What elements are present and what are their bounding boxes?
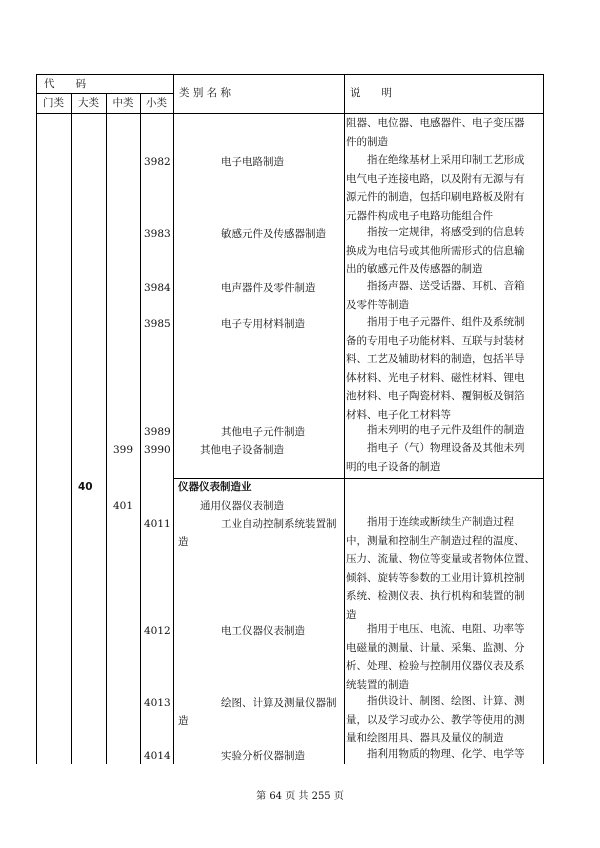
header-col-zhong: 中类 (112, 97, 134, 109)
desc-line: 指按一定规律，将感受到的信息转 (346, 226, 525, 238)
col-divider-zhong-xiao (140, 93, 141, 764)
header-col-men: 门类 (43, 97, 64, 109)
desc-3982 (346, 151, 544, 225)
code-3982: 3982 (144, 156, 171, 168)
desc-3989 (346, 421, 544, 440)
desc-line: 指用于电压、电流、电阻、功率等 (346, 623, 525, 635)
code-4014: 4014 (144, 750, 171, 762)
header-col-da: 大类 (78, 97, 99, 109)
name-4013-cont: 造 (178, 715, 189, 727)
code-4012: 4012 (144, 625, 171, 637)
code-40: 40 (78, 481, 93, 493)
desc-line: 析、处理、检验与控制用仪器仪表及系 (346, 660, 525, 673)
desc-4014 (346, 745, 544, 764)
header-sub-divider (36, 93, 173, 94)
desc-line: 量和绘图用具、器具及量仪的制造 (346, 732, 504, 745)
header-col-xiao: 小类 (146, 97, 167, 109)
col-divider-men-da (71, 93, 72, 764)
name-4011: 工业自动控制系统装置制 (221, 518, 337, 530)
col-divider-xiao-name (173, 74, 174, 764)
desc-line: 指未列明的电子元件及组件的制造 (346, 424, 525, 436)
desc-line: 中，测量和控制生产制造过程的温度、 (346, 534, 525, 547)
name-40: 仪器仪表制造业 (178, 481, 252, 493)
desc-line: 量，以及学习或办公、教学等使用的测 (346, 713, 525, 726)
group-40-divider (173, 478, 544, 479)
col-divider-name-desc (344, 74, 345, 764)
desc-line: 件的制造 (346, 135, 388, 148)
desc-line: 统装置的制造 (346, 678, 409, 691)
name-4014: 实验分析仪器制造 (221, 750, 305, 762)
code-3989: 3989 (144, 426, 171, 438)
code-4013: 4013 (144, 697, 171, 709)
desc-3990 (346, 439, 544, 476)
desc-4011 (346, 513, 544, 625)
header-col-desc: 说 明 (350, 87, 392, 99)
code-3985: 3985 (144, 318, 171, 330)
name-4013: 绘图、计算及测量仪器制 (221, 697, 337, 709)
name-4012: 电工仪器仪表制造 (221, 625, 305, 637)
code-3990: 3990 (144, 444, 171, 456)
desc-line: 材料、电子化工材料等 (346, 408, 451, 421)
desc-line: 出的敏感元件及传感器的制造 (346, 263, 483, 276)
desc-3984 (346, 277, 544, 314)
desc-line: 元器件构成电子电路功能组合件 (346, 209, 493, 222)
desc-line: 明的电子设备的制造 (346, 460, 441, 473)
table-top-border (36, 74, 544, 75)
desc-line: 源元件的制造，包括印刷电路板及附有 (346, 191, 525, 204)
desc-continued (346, 114, 544, 151)
name-3982: 电子电路制造 (221, 156, 284, 168)
desc-line: 电磁量的测量、计量、采集、监测、分 (346, 641, 525, 654)
name-4011-cont: 造 (178, 536, 189, 548)
desc-4012 (346, 620, 544, 694)
desc-line: 换成为电信号或其他所需形式的信息输 (346, 244, 525, 257)
desc-line: 指供设计、制图、绘图、计算、测 (346, 695, 525, 707)
desc-3983 (346, 223, 544, 279)
name-3983: 敏感元件及传感器制造 (221, 228, 326, 240)
code-3984: 3984 (144, 282, 171, 294)
desc-line: 体材料、光电子材料、磁性材料、锂电 (346, 371, 525, 384)
desc-line: 池材料、电子陶瓷材料、覆铜板及铜箔 (346, 390, 525, 403)
desc-line: 系统、检测仪表、执行机构和装置的制 (346, 590, 525, 603)
header-col-name: 类 别 名 称 (179, 87, 232, 99)
name-3984: 电声器件及零件制造 (221, 282, 316, 294)
name-401: 通用仪器仪表制造 (200, 500, 284, 512)
desc-line: 指用于电子元器件、组件及系统制 (346, 316, 525, 328)
header-code-label: 代 码 (44, 78, 86, 90)
desc-line: 电气电子连接电路，以及附有无源与有 (346, 172, 525, 185)
desc-line: 备的专用电子功能材料、互联与封装材 (346, 334, 525, 347)
desc-line: 倾斜、旋转等参数的工业用计算机控制 (346, 571, 525, 584)
desc-line: 造 (346, 608, 357, 621)
code-4011: 4011 (144, 518, 171, 530)
desc-3985 (346, 313, 544, 425)
name-3989: 其他电子元件制造 (221, 426, 305, 438)
desc-line: 指电子（气）物理设备及其他未列 (346, 442, 525, 454)
desc-line: 压力、流量、物位等变量或者物体位置、 (346, 553, 535, 566)
code-401: 401 (113, 500, 134, 512)
name-3990: 其他电子设备制造 (200, 444, 284, 456)
desc-4013 (346, 692, 544, 748)
page-footer: 第 64 页 共 255 页 (256, 791, 344, 802)
desc-line: 料、工艺及辅助材料的制造，包括半导 (346, 353, 525, 366)
desc-line: 阻器、电位器、电感器件、电子变压器 (346, 117, 525, 129)
desc-line: 指扬声器、送受话器、耳机、音箱 (346, 280, 525, 292)
desc-line: 及零件等制造 (346, 298, 409, 311)
code-3983: 3983 (144, 228, 171, 240)
col-divider-da-zhong (106, 93, 107, 764)
desc-line: 指利用物质的物理、化学、电学等 (346, 748, 525, 760)
name-3985: 电子专用材料制造 (221, 318, 305, 330)
desc-line: 指用于连续或断续生产制造过程 (346, 516, 514, 528)
desc-line: 指在绝缘基材上采用印制工艺形成 (346, 154, 525, 166)
table-left-border (36, 74, 37, 764)
code-399: 399 (113, 444, 134, 456)
